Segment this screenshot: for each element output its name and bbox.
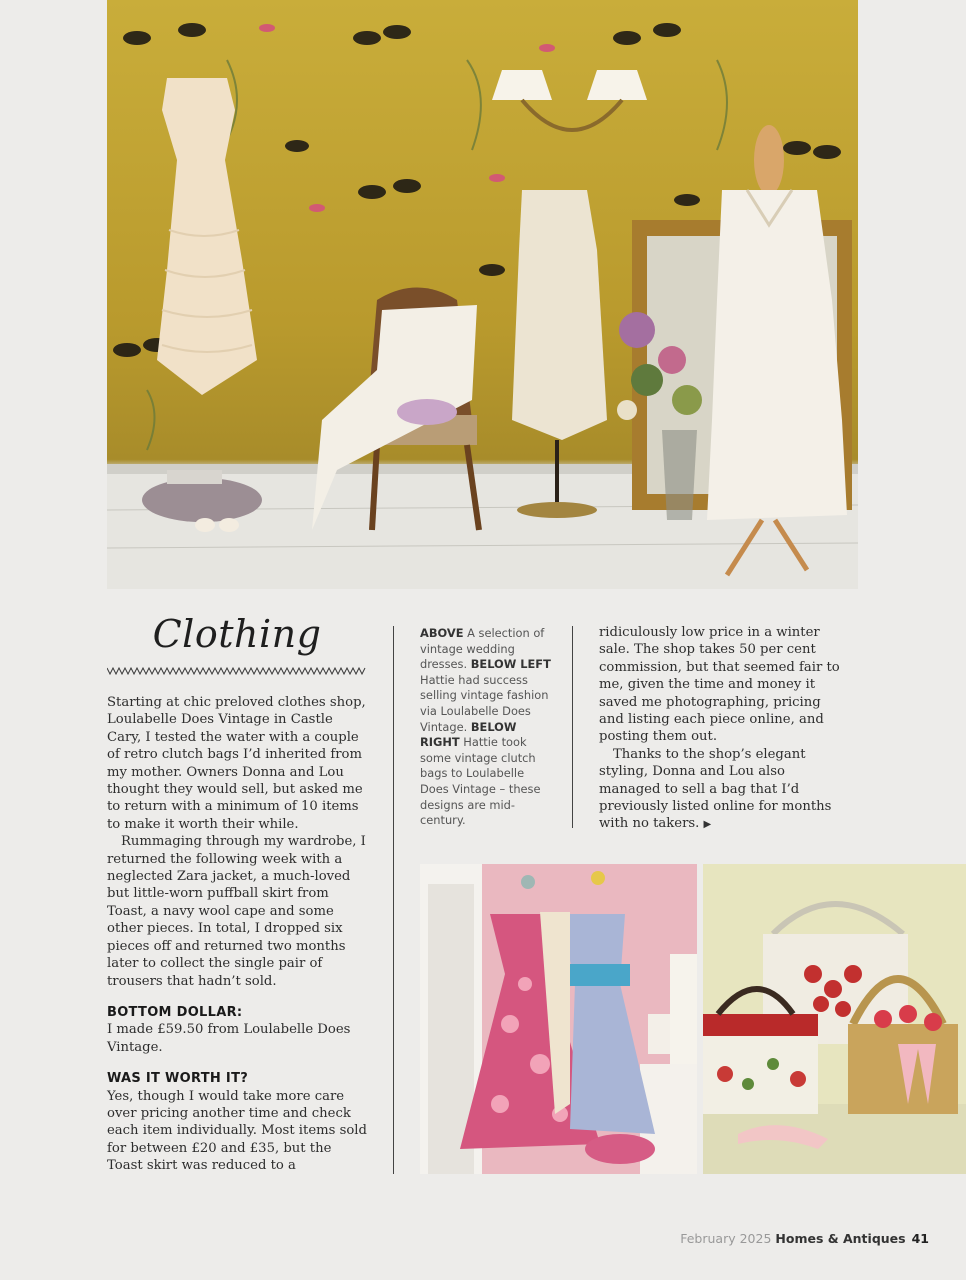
article-column-1 [107,694,369,1175]
section-title: Clothing [152,612,322,656]
subheading-worth-it: WAS IT WORTH IT? [107,1071,249,1087]
article-column-3 [599,624,844,834]
dresses-illustration [420,864,697,1174]
paragraph: Starting at chic preloved clothes shop, Loulabelle Does Vintage in Castle Cary, I tested the water with a couple of retro clutch bags I’d inherited from my mother. Owners Donna and Lou thought they would sell, but asked me to return with a minimum of 10 items to make it worth their while. [107,695,366,832]
caption-label: ABOVE [420,626,464,640]
paragraph [599,746,844,834]
hero-photo-wedding-dresses [107,0,858,589]
photo-vintage-clutch-bags [703,864,966,1174]
paragraph: Yes, though I would take more care over pricing another time and check each item individually. Most items sold for between £20 and £35, but the Toast skirt was reduced to a [107,1088,367,1174]
caption-text: Hattie took some vintage clutch bags to Loulabelle Does Vintage – these designs are mid-century. [420,735,541,828]
paragraph: ridiculously low price in a winter sale. The shop takes 50 per cent commission, but that seemed fair to me, given the time and money it saved me photographing, pricing and listing each piece online, and posting them out. [599,625,840,745]
column-divider [393,626,394,1174]
paragraph-text: Thanks to the shop’s elegant styling, Donna and Lou also managed to sell a bag that I’d previously listed online for months with no takers. [599,746,832,832]
caption-label: BELOW RIGHT [420,719,517,750]
caption-label: BELOW LEFT [470,657,551,672]
photo-vintage-dresses-on-hangers [420,864,697,1174]
magazine-name: Homes & Antiques [775,1231,906,1246]
bags-illustration [703,864,966,1174]
column-divider [572,626,573,828]
caption-text: Hattie had success selling vintage fashion via Loulabelle Does Vintage. [420,672,549,734]
subheading-bottom-dollar: BOTTOM DOLLAR: [107,1004,243,1020]
paragraph: I made £59.50 from Loulabelle Does Vintage. [107,1022,351,1055]
issue-date: February 2025 [680,1231,772,1246]
end-mark-icon: ▶ [703,819,712,831]
page-footer [680,1231,929,1246]
caption-text: A selection of vintage wedding dresses. [420,626,545,672]
photo-caption [420,626,552,829]
hero-illustration [107,0,858,589]
paragraph: Rummaging through my wardrobe, I returned the following week with a neglected Zara jacket, a much-loved but little-worn puffball skirt from Toast, a navy wool cape and some other pieces. In total, I dropped six pieces off and returned two months later to collect the single pair of trousers that hadn’t sold. [107,834,366,989]
zigzag-divider [107,666,367,676]
page-number: 41 [911,1231,929,1246]
